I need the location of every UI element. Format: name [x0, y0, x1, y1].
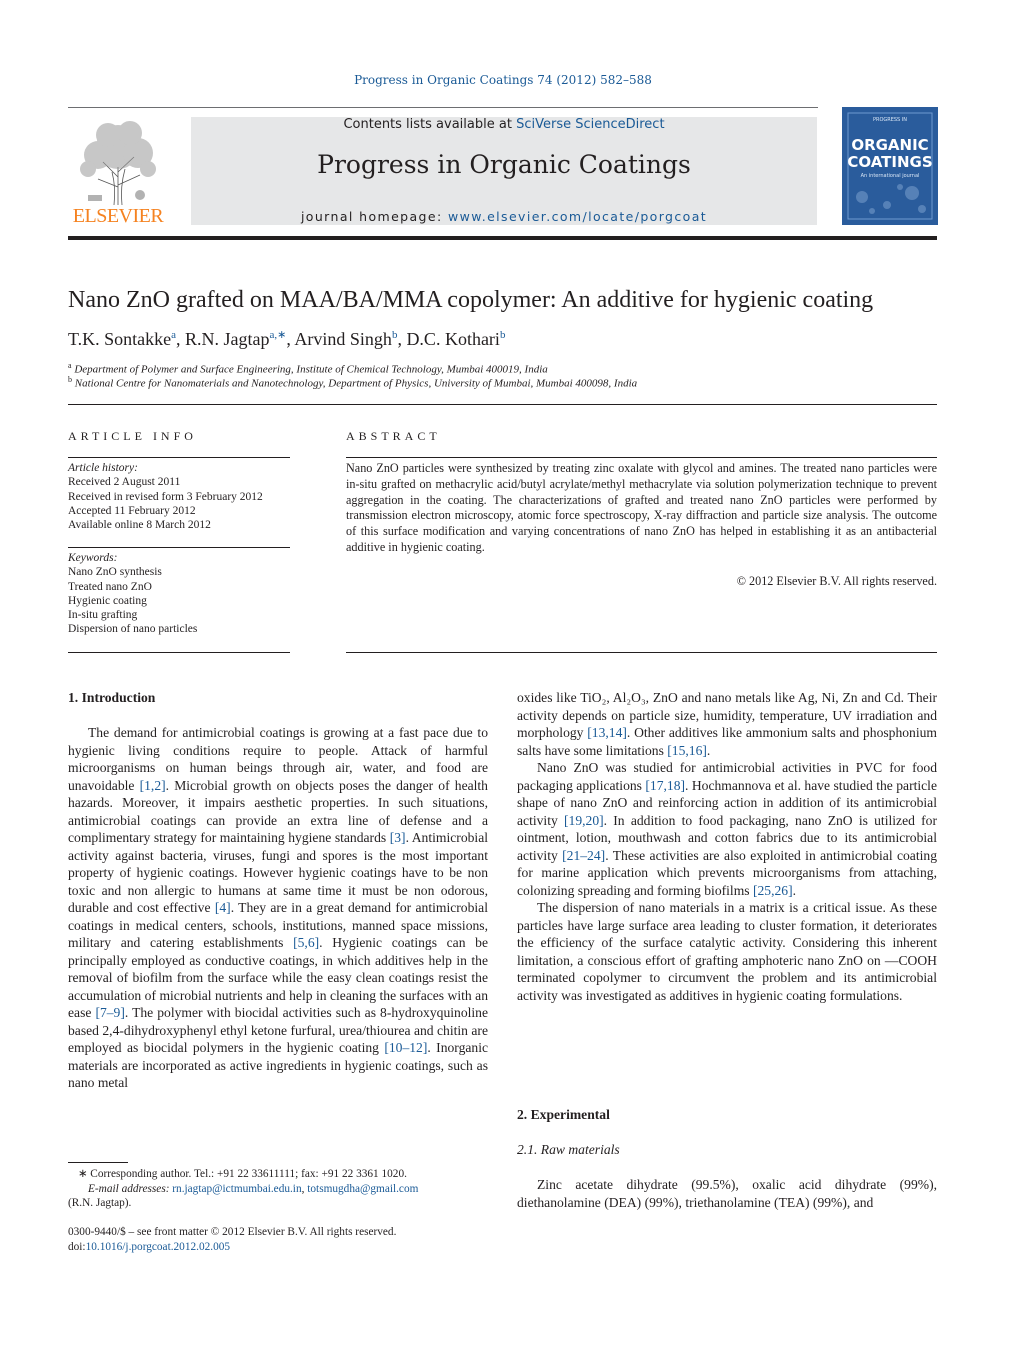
- text-run: . Antimicrobial activity against bacteria, viruses, fungi and spores is the most important property of hygienic coatings. However hygienic coatings have to be non toxic and non allergic to humans at same time it must be non odorous, durable and cost effective: [68, 830, 489, 915]
- text-run: . They are in a great demand for antimicrobial coatings in medical centers, schools, institutions, manned space missions, military and catering establishments: [68, 900, 488, 950]
- author-affil-marker[interactable]: b: [499, 329, 506, 341]
- text-run: Nano ZnO was studied for antimicrobial activities in PVC for food packaging applications: [517, 760, 937, 793]
- footnote-corresponding-line: [68, 1167, 488, 1182]
- article-info-bottom-rule: [68, 652, 290, 653]
- doi-line: [68, 1240, 488, 1255]
- title-separator-rule: [68, 404, 937, 405]
- intro-right-column: [517, 689, 937, 1004]
- journal-homepage: [191, 209, 817, 224]
- article-info-heading: ARTICLE INFO: [68, 429, 197, 443]
- citation-link[interactable]: [21–24]: [562, 847, 606, 863]
- text-run: . In addition to food packaging, nano ZnO is utilized for ointment, lotion, mouthwash and cotton fabrics due to its antimicrobial activity: [517, 812, 937, 863]
- intro-paragraph-1-continued: [517, 689, 937, 759]
- footnote-marker: ∗: [78, 1168, 88, 1180]
- text-run: . The polymer with biocidal activities such as 8-hydroxyquinoline based 2,4-dihydroxyphenyl ethyl ketone furfural, urea/thiourea and chitin are employed as biocidal polymers in the hygienic coating: [68, 1005, 488, 1055]
- keywords-label: Keywords:: [68, 552, 118, 564]
- text-run: . Hygienic coatings can be principally employed as conductive coatings, in which additives help in the removal of biofilm from the surface while the easy clean coatings resist the accumulation of microbial nutrients and help in cleaning the surfaces with an ease: [68, 935, 488, 1020]
- footnote-rule: [68, 1162, 128, 1163]
- intro-paragraph-2: [517, 759, 937, 899]
- sciencedirect-link[interactable]: SciVerse ScienceDirect: [516, 117, 665, 132]
- citation-link[interactable]: [19,20]: [564, 812, 604, 828]
- doi-link[interactable]: 10.1016/j.porgcoat.2012.02.005: [85, 1241, 231, 1253]
- article-history: [68, 461, 290, 532]
- affiliation: [68, 375, 948, 390]
- contents-line: [191, 117, 817, 132]
- text-run: .: [706, 742, 711, 758]
- author-name: T.K. Sontakke: [68, 329, 172, 349]
- contents-prefix: Contents lists available at: [343, 117, 517, 132]
- author-name: D.C. Kothari: [406, 329, 500, 349]
- history-label: Article history:: [68, 462, 138, 474]
- footnote-author-name: (R.N. Jagtap).: [68, 1197, 132, 1209]
- history-item: Available online 8 March 2012: [68, 519, 211, 532]
- author-name: Arvind Singh: [294, 329, 392, 349]
- homepage-link[interactable]: www.elsevier.com/locate/porgcoat: [447, 209, 708, 224]
- keyword-item: In-situ grafting: [68, 609, 138, 622]
- cover-subtitle: An international journal: [860, 173, 920, 179]
- affiliation: [68, 361, 948, 376]
- email-separator: ,: [301, 1182, 308, 1195]
- citation-link[interactable]: [17,18]: [645, 777, 686, 793]
- citation-link[interactable]: [1,2]: [139, 777, 166, 793]
- text-run: The demand for antimicrobial coatings is growing at a fast pace due to hygienic living conditions require to people. Attack of harmful microorganisms on human beings through air, water, and food are unavoidable: [68, 725, 488, 793]
- text-run: .: [792, 882, 797, 898]
- keyword-item: Hygienic coating: [68, 594, 147, 607]
- intro-paragraph-1: [68, 724, 488, 1092]
- author-affil-marker[interactable]: a: [171, 329, 177, 341]
- article-title: Nano ZnO grafted on MAA/BA/MMA copolymer: An additive for hygienic coating: [68, 287, 874, 313]
- cover-title-line1: ORGANIC: [851, 136, 929, 154]
- footnote-corresponding: Corresponding author. Tel.: +91 22 33611111; fax: +91 22 3361 1020.: [90, 1168, 407, 1180]
- email-label: E-mail addresses:: [88, 1182, 173, 1195]
- section-heading-introduction: 1. Introduction: [68, 690, 156, 705]
- text-run: . Hochmannova et al. have studied the particle shape of nano ZnO and reinforcing action in addition of its antimicrobial activity: [517, 777, 937, 828]
- keywords-block: [68, 551, 290, 637]
- header-rule: [68, 107, 818, 108]
- abstract-copyright: © 2012 Elsevier B.V. All rights reserved.: [736, 574, 937, 588]
- affiliation-text: Department of Polymer and Surface Engineering, Institute of Chemical Technology, Mumbai 400019, India: [74, 363, 548, 376]
- raw-materials-text: Zinc acetate dihydrate (99.5%), oxalic acid dihydrate (99%), diethanolamine (DEA) (99%), triethanolamine (TEA) (99%), and: [517, 1177, 937, 1210]
- keywords-rule: [68, 547, 290, 548]
- text-run: oxides like TiO₂, Al₂O₃, ZnO and nano metals like Ag, Ni, Zn and Cd. Their activity depends on particle size, humidity, temperature, UV irradiation and morphology: [517, 690, 937, 740]
- text-run: . Microbial growth on objects poses the danger of health hazards. Moreover, it impairs aesthetic properties. In such situations, antimicrobial coatings can provide an extra line of defense and a complimentary strategy for maintaining hygiene standards: [68, 777, 488, 845]
- subsection-heading-raw-materials: 2.1. Raw materials: [517, 1142, 620, 1157]
- history-item: Received 2 August 2011: [68, 476, 181, 489]
- email-link[interactable]: rn.jagtap@ictmumbai.edu.in: [172, 1182, 302, 1195]
- section-heading-experimental: 2. Experimental: [517, 1107, 610, 1122]
- citation-link[interactable]: [25,26]: [752, 882, 793, 898]
- journal-title: Progress in Organic Coatings: [317, 150, 691, 179]
- cover-top-text: PROGRESS IN: [872, 117, 908, 123]
- abstract-text: Nano ZnO particles were synthesized by treating zinc oxalate with glycol and amines. The treated nano particles were in-situ grafted on methacrylic acid/butyl acrylate/methyl methacrylate via solution polymerization technique to prevent aggregation in the coating. The characterizations of grafted and treated nano ZnO particles were performed by transmission electron microscopy, atomic force spectroscopy, X-ray diffraction and particle size analysis. The outcome of this surface modification and varying concentrations of nano ZnO has helped in establishing it as an antibacterial additive in hygienic coating.: [346, 461, 937, 554]
- author-affil-marker[interactable]: a,∗: [269, 329, 287, 341]
- issn-line: 0300-9440/$ – see front matter © 2012 Elsevier B.V. All rights reserved.: [68, 1226, 397, 1238]
- keyword-item: Treated nano ZnO: [68, 580, 152, 593]
- footnote-email-line: [68, 1182, 488, 1197]
- author-list: T.K. Sontakke$^a$, R.N. Jagtap$^{a,∗}$, Arvind Singh$^b$, D.C. Kothari$^b$: [68, 329, 506, 349]
- doi-prefix: doi:: [68, 1241, 86, 1253]
- citation-link[interactable]: [3]: [389, 830, 406, 845]
- citation-link[interactable]: [7–9]: [95, 1005, 125, 1020]
- citation-link[interactable]: [4]: [214, 900, 231, 915]
- article-info-rule: [68, 457, 290, 458]
- abstract-bottom-rule: [346, 652, 937, 653]
- keyword-item: Dispersion of nano particles: [68, 623, 198, 636]
- citation-link[interactable]: [5,6]: [293, 935, 320, 950]
- text-run: . Other additives like ammonium salts and phosphonium salts have some limitations: [517, 725, 937, 758]
- history-item: Received in revised form 3 February 2012: [68, 490, 263, 503]
- cover-title-line2: COATINGS: [847, 153, 933, 171]
- homepage-prefix: journal homepage:: [300, 209, 448, 224]
- affiliation-marker: b: [68, 375, 72, 384]
- email-link[interactable]: totsmugdha@gmail.com: [307, 1182, 419, 1195]
- citation-link[interactable]: [15,16]: [667, 742, 707, 758]
- history-item: Accepted 11 February 2012: [68, 504, 196, 517]
- abstract-heading: ABSTRACT: [346, 429, 441, 443]
- cover-title: [842, 137, 938, 171]
- footnote: [68, 1167, 488, 1211]
- header-thick-rule: [68, 236, 937, 240]
- intro-paragraph-3: The dispersion of nano materials in a matrix is a critical issue. As these particles have large surface area leading to cluster formation, it deteriorates the efficiency of the surface catalytic activity. Considering this inherent limitation, a conscious effort of grafting amphoteric nano ZnO on —COOH terminated copolymer to circumvent the problem and its antimicrobial activity was investigated as additives in hygienic coating formulations.: [517, 900, 937, 1003]
- author-name: R.N. Jagtap: [185, 329, 270, 349]
- abstract-rule: [346, 457, 937, 458]
- text-run: . These activities are also exploited in antimicrobial coating for marine application which prevents microorganisms from attaching, colonizing spreading and forming biofilms: [517, 847, 937, 898]
- text-run: . Inorganic materials are incorporated as active ingredients in hygienic coatings, such as nano metal: [68, 1040, 489, 1090]
- citation-link[interactable]: [10–12]: [384, 1040, 428, 1055]
- keyword-item: Nano ZnO synthesis: [68, 566, 162, 579]
- journal-reference[interactable]: Progress in Organic Coatings 74 (2012) 582–588: [354, 73, 652, 87]
- affiliation-marker: a: [68, 361, 72, 370]
- author-affil-marker[interactable]: b: [391, 329, 398, 341]
- elsevier-wordmark: ELSEVIER: [72, 205, 164, 227]
- citation-link[interactable]: [13,14]: [587, 725, 627, 740]
- journal-cover-image: [842, 107, 938, 225]
- raw-materials-paragraph: [517, 1176, 937, 1211]
- affiliation-text: National Centre for Nanomaterials and Nanotechnology, Department of Physics, University of Mumbai, Mumbai 400098, India: [74, 377, 638, 390]
